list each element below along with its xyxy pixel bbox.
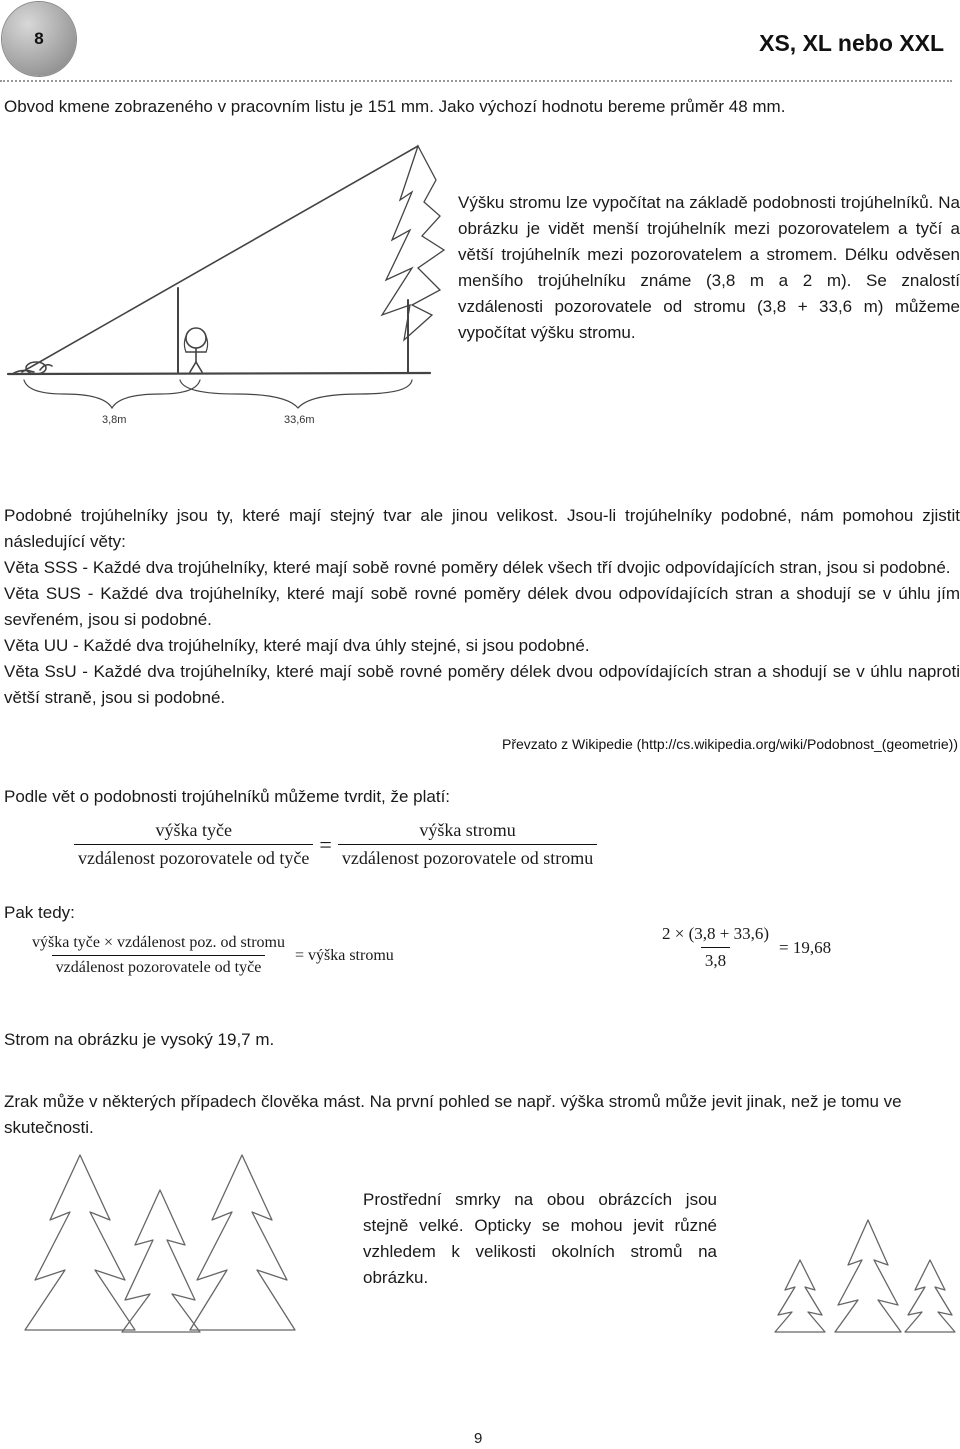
pak-tedy-label: Pak tedy:: [4, 903, 75, 922]
figure-explanation-text: Výšku stromu lze vypočítat na základě podobnosti trojúhelníků. Na obrázku je vidět menší trojúhelník mezi pozorovatelem a tyčí a větší trojúhelník mezi pozorovatelem a stromem. Délku odvěsen menšího trojúhelníku známe (3,8 m a 2 m). Se znalostí vzdálenosti pozorovatele od stromu (3,8 + 33,6 m) můžeme vypočítat výšku stromu.: [458, 193, 960, 342]
eq2-numerator: výška tyče × vzdálenost poz. od stromu: [32, 934, 285, 951]
eq1-numerator-right: výška stromu: [419, 820, 516, 840]
source-citation: Převzato z Wikipedie (http://cs.wikipedia.org/wiki/Podobnost_(geometrie)): [502, 736, 958, 752]
right-tree-group: [775, 1220, 955, 1332]
eq2-rhs: = výška stromu: [294, 946, 394, 964]
result-text: Strom na obrázku je vysoký 19,7 m.: [4, 1030, 275, 1049]
equation-proportion: [74, 820, 597, 869]
eq3-rhs: = 19,68: [779, 937, 832, 957]
tree-height-figure: [0, 140, 450, 430]
brace-small: [24, 380, 200, 408]
eq1-numerator-left: výška tyče: [155, 820, 232, 840]
theorem-sss: Věta SSS - Každé dva trojúhelníky, které mají sobě rovné poměry délek všech tří dvojic odpovídajících stran, jsou si podobné.: [4, 558, 951, 577]
sight-line: [22, 146, 418, 372]
page-number-badge: 8: [2, 2, 76, 76]
footer-page-number: 9: [474, 1430, 483, 1447]
equation-height-formula: [28, 934, 394, 977]
eq1-denominator-left: vzdálenost pozorovatele od tyče: [74, 844, 313, 869]
theorem-uu: Věta UU - Každé dva trojúhelníky, které mají dva úhly stejné, si jsou podobné.: [4, 636, 590, 655]
left-tree-group: [25, 1155, 295, 1332]
equation-calculation: [658, 924, 831, 971]
theorem-ssu: Věta SsU - Každé dva trojúhelníky, které mají sobě rovné poměry délek dvou odpovídajících stran a shodují se v úhlu naproti větší straně, jsou si podobné.: [4, 662, 960, 707]
brace-large: [180, 380, 412, 408]
theorem-sus: Věta SUS - Každé dva trojúhelníky, které mají sobě rovné poměry délek dvou odpovídajících stran a shodují se v úhlu jím sevřeném, jsou si podobné.: [4, 584, 960, 629]
label-large-distance: 33,6m: [284, 414, 315, 426]
page-header-title: XS, XL nebo XXL: [759, 30, 944, 56]
eq3-denominator: 3,8: [701, 947, 730, 971]
intro-text: Obvod kmene zobrazeného v pracovním listu je 151 mm. Jako výchozí hodnotu bereme průměr 48 mm.: [4, 97, 786, 116]
eq2-denominator: vzdálenost pozorovatele od tyče: [52, 955, 266, 977]
trees-explanation-text: Prostřední smrky na obou obrázcích jsou stejně velké. Opticky se mohou jevit různé vzhledem k velikosti okolních stromů na obrázku.: [363, 1190, 717, 1287]
eq1-denominator-right: vzdálenost pozorovatele od stromu: [338, 844, 597, 869]
formula-intro: Podle vět o podobnosti trojúhelníků můžeme tvrdit, že platí:: [4, 787, 451, 806]
tree-outline: [382, 146, 444, 340]
illusion-text: Zrak může v některých případech člověka mást. Na první pohled se např. výška stromů může jevit jinak, než je tomu ve skutečnosti.: [4, 1092, 902, 1137]
eq1-equals: =: [319, 831, 332, 857]
eq3-numerator: 2 × (3,8 + 33,6): [662, 924, 769, 943]
ground-line: [8, 373, 430, 374]
label-small-distance: 3,8m: [102, 414, 127, 426]
similar-intro: Podobné trojúhelníky jsou ty, které mají stejný tvar ale jinou velikost. Jsou-li trojúhelníky podobné, nám pomohou zjistit následující věty:: [4, 506, 960, 551]
girl-head: [186, 328, 206, 348]
header-dotted-divider: [0, 80, 952, 82]
